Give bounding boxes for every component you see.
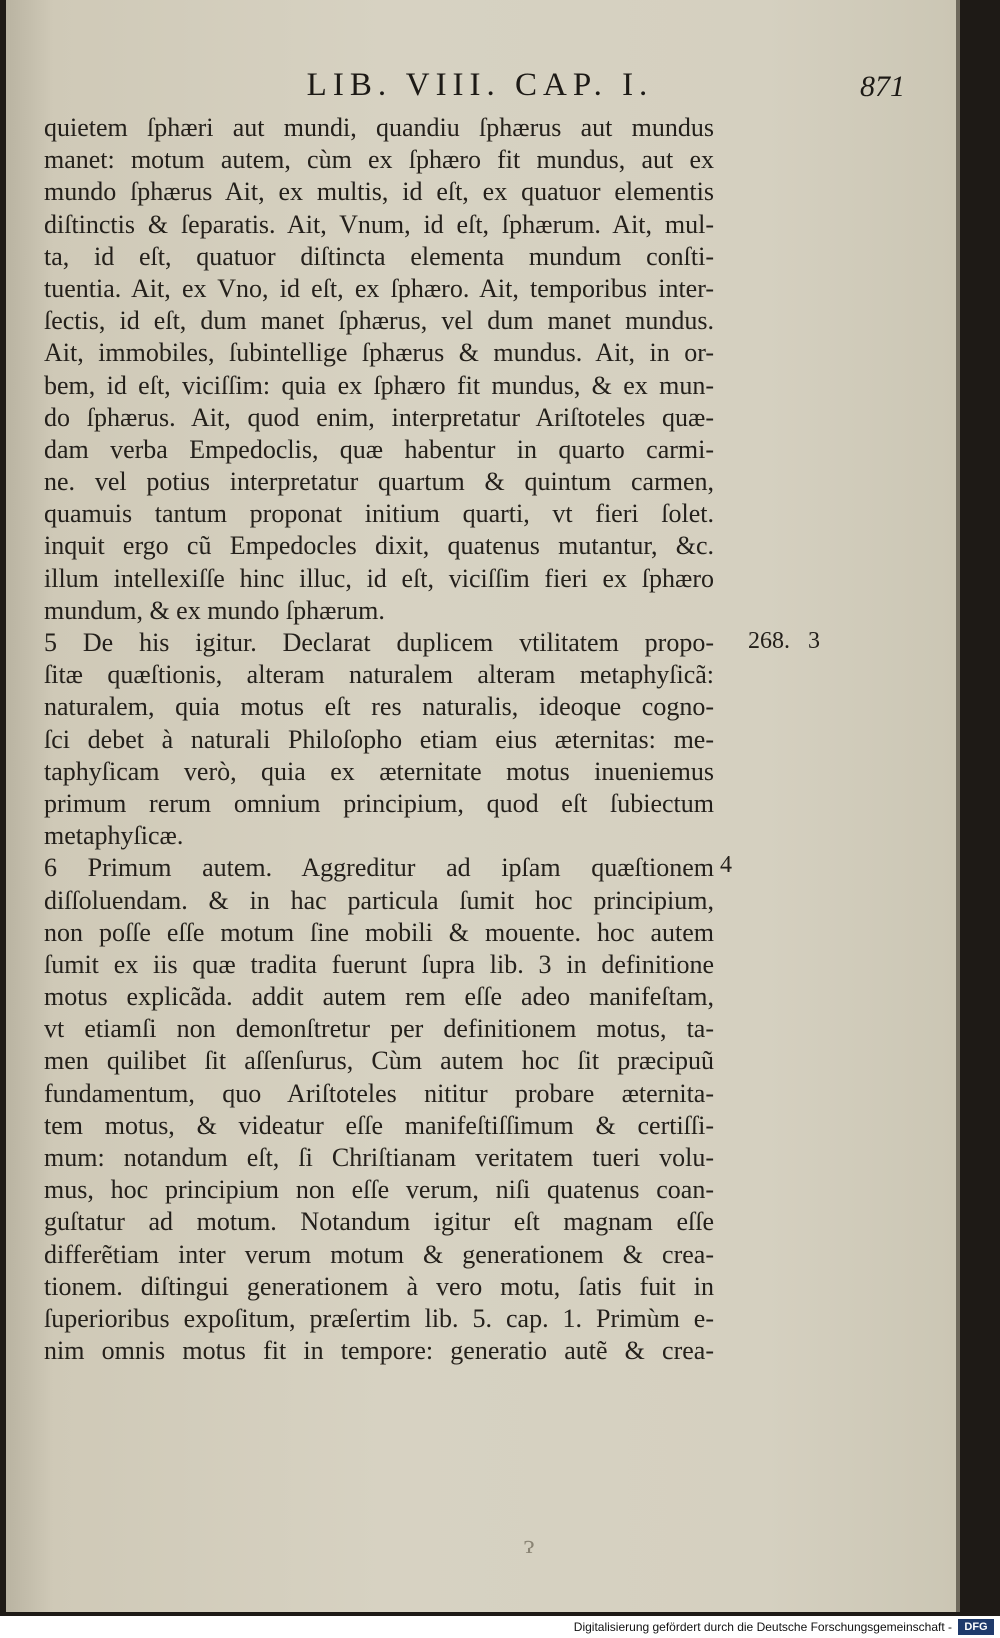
text-line: 6 Primum autem. Aggreditur ad ipſam quæſtionem (44, 853, 714, 883)
text-line: non poſſe eſſe motum ſine mobili & mouente. hoc autem (44, 917, 714, 947)
text-line: taphyſicam verò, quia ex æternitate motus inueniemus (44, 756, 714, 786)
text-line: motus explicãda. addit autem rem eſſe adeo manifeſtam, (44, 982, 714, 1012)
text-line: ſuperioribus expoſitum, præſertim lib. 5. cap. 1. Primùm e- (44, 1303, 714, 1333)
text-line: mum: notandum eſt, ſi Chriſtianam veritatem tueri volu- (44, 1143, 714, 1172)
text-line: bem, id eſt, viciſſim: quia ex ſphæro fit mundus, & ex mun- (44, 370, 714, 400)
text-line: tem motus, & videatur eſſe manifeſtiſſimum & certiſſi- (44, 1110, 714, 1140)
text-line: vt etiamſi non demonſtretur per definitionem motus, ta- (44, 1014, 714, 1044)
text-line: ſumit ex iis quæ tradita fuerunt ſupra lib. 3 in definitione (44, 949, 714, 979)
text-line: differẽtiam inter verum motum & generationem & crea- (44, 1239, 714, 1269)
text-line: fundamentum, quo Ariſtoteles nititur probare æternita- (44, 1078, 714, 1108)
text-line: ſitæ quæſtionis, alteram naturalem alteram metaphyſicã: (44, 660, 714, 690)
page-edge (956, 0, 960, 1612)
running-head: LIB. VIII. CAP. I. (306, 67, 654, 103)
text-line: manet: motum autem, cùm ex ſphæro fit mundus, aut ex (44, 145, 714, 175)
text-line: illum intellexiſſe hinc illuc, id eſt, viciſſim fieri ex ſphæro (44, 563, 714, 593)
text-line: do ſphærus. Ait, quod enim, interpretatur Ariſtoteles quæ- (44, 402, 714, 432)
text-line: nim omnis motus fit in tempore: generatio autẽ & crea- (44, 1336, 714, 1366)
footer-credit: Digitalisierung gefördert durch die Deutsche Forschungsgemeinschaft - (573, 1620, 952, 1634)
dfg-logo: DFG (958, 1619, 994, 1635)
margin-ref-page: 268. (748, 628, 790, 654)
text-line: inquit ergo cũ Empedocles dixit, quatenus mutantur, &c. (44, 531, 714, 561)
text-line: diſtinctis & ſeparatis. Ait, Vnum, id eſt, ſphærum. Ait, mul- (44, 209, 714, 239)
text-line: ne. vel potius interpretatur quartum & quintum carmen, (44, 467, 714, 497)
text-line: quamuis tantum proponat initium quarti, vt fieri ſolet. (44, 499, 714, 529)
text-line: ſectis, id eſt, dum manet ſphærus, vel dum manet mundus. (44, 306, 714, 336)
margin-ref-number: 3 (808, 628, 820, 654)
page-number: 871 (860, 70, 905, 103)
text-line: 5 De his igitur. Declarat duplicem vtilitatem propo- (44, 628, 714, 657)
text-line: tionem. diſtingui generationem à vero motu, ſatis fuit in (44, 1271, 714, 1301)
text-line: mundo ſphærus Ait, ex multis, id eſt, ex quatuor elementis (44, 177, 714, 207)
body-text (44, 112, 714, 1367)
text-line: ta, id eſt, quatuor diſtincta elementa mundum conſti- (44, 241, 714, 271)
text-line: ſci debet à naturali Philoſopho etiam eius æternitas: me- (44, 724, 714, 754)
text-line: diſſoluendam. & in hac particula ſumit hoc principium, (44, 885, 714, 915)
text-line: metaphyſicæ. (44, 821, 184, 851)
text-line: primum rerum omnium principium, quod eſt ſubiectum (44, 788, 714, 818)
text-line: mundum, & ex mundo ſphærum. (44, 595, 385, 625)
text-line: guſtatur ad motum. Notandum igitur eſt magnam eſſe (44, 1207, 714, 1237)
margin-ref-number: 4 (720, 852, 732, 878)
text-line: naturalem, quia motus eſt res naturalis, ideoque cogno- (44, 692, 714, 722)
stray-mark: ɂ (524, 1530, 535, 1559)
text-line: men quilibet ſit aſſenſurus, Cùm autem hoc ſit præcipuũ (44, 1046, 714, 1076)
text-line: tuentia. Ait, ex Vno, id eſt, ex ſphæro. Ait, temporibus inter- (44, 273, 714, 303)
text-line: dam verba Empedoclis, quæ habentur in quarto carmi- (44, 434, 714, 464)
text-line: quietem ſphæri aut mundi, quandiu ſphærus aut mundus (44, 113, 714, 142)
text-line: Ait, immobiles, ſubintellige ſphærus & mundus. Ait, in or- (44, 338, 714, 368)
text-line: mus, hoc principium non eſſe verum, niſi quatenus coan- (44, 1175, 714, 1205)
